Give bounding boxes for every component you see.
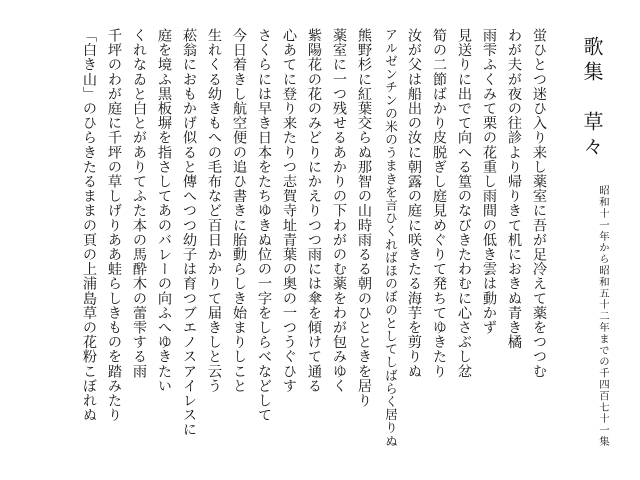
poem-line: 生れくる幼きもへの毛布など百日かかりて届きしと云う bbox=[206, 28, 222, 393]
poem-line: 心あてに登り来たりつ志賀寺址青葉の奥の一つうぐひす bbox=[281, 28, 297, 393]
poem-line: 薬室に一つ残せるあかりの下わがのむ薬をわが包みゆく bbox=[331, 28, 347, 393]
poem-line: 汝が父は船出の汝に朝露の庭に咲きたる海芋を剪りぬ bbox=[406, 28, 422, 379]
collection-title: 歌集 草々 bbox=[580, 36, 604, 161]
poem-line: 蛍ひとつ迷ひ入り来し薬室に吾が足冷えて薬をつつむ bbox=[531, 28, 547, 379]
poem-line: 雨雫ふくみて栗の花重し雨間の低き雲は動かず bbox=[481, 28, 497, 335]
poem-line: 今日着きし航空便の追ひ書きに胎動らしき始まりしこと bbox=[231, 28, 247, 393]
poem-line: アルゼンチンの米のうまきを言ひくればほのぼのとしてしばらく居りぬ bbox=[383, 28, 398, 448]
poem-line: 筍の二節ばかり皮脱ぎし庭見めぐりて発ちてゆきたり bbox=[431, 28, 447, 379]
poem-line: 庭を境ふ黒板塀を指さしてあのバレーの向ふへゆきたい bbox=[156, 28, 172, 393]
poem-line: わが夫が夜の往診より帰りきて机におきぬ青き橘 bbox=[506, 28, 522, 350]
collection-subtitle: 昭和十一年から昭和五十二年までの千四百七十一集 bbox=[597, 185, 609, 448]
poem-line: くれなゐと白とがありてふた本の馬酔木の蕾雫する雨 bbox=[131, 28, 147, 379]
poem-line: 見送りに出でて向へる篁のなびきたわむに心さぶし忿 bbox=[456, 28, 472, 379]
poem-line: 「白き山」のひらきたるままの頁の上浦島草の花粉こぼれぬ bbox=[81, 28, 97, 423]
poem-line: 熊野杉に紅葉交らぬ那智の山時雨るる朝のひとときを居り bbox=[356, 28, 372, 408]
poem-line: 菘翁におもかげ似ると傳へつつ幼子は育つブエノスアイレスに bbox=[181, 28, 197, 437]
poem-line: 紫陽花の花のみどりにかえりつつ雨には傘を傾けて通る bbox=[306, 28, 322, 393]
poem-line: さくらには早き日本をたちゆきぬ位の一字をしらべなどして bbox=[256, 28, 272, 423]
poem-line: 千坪のわが庭に千坪の草しげりああ蛙らしきものを踏みたり bbox=[106, 28, 122, 423]
